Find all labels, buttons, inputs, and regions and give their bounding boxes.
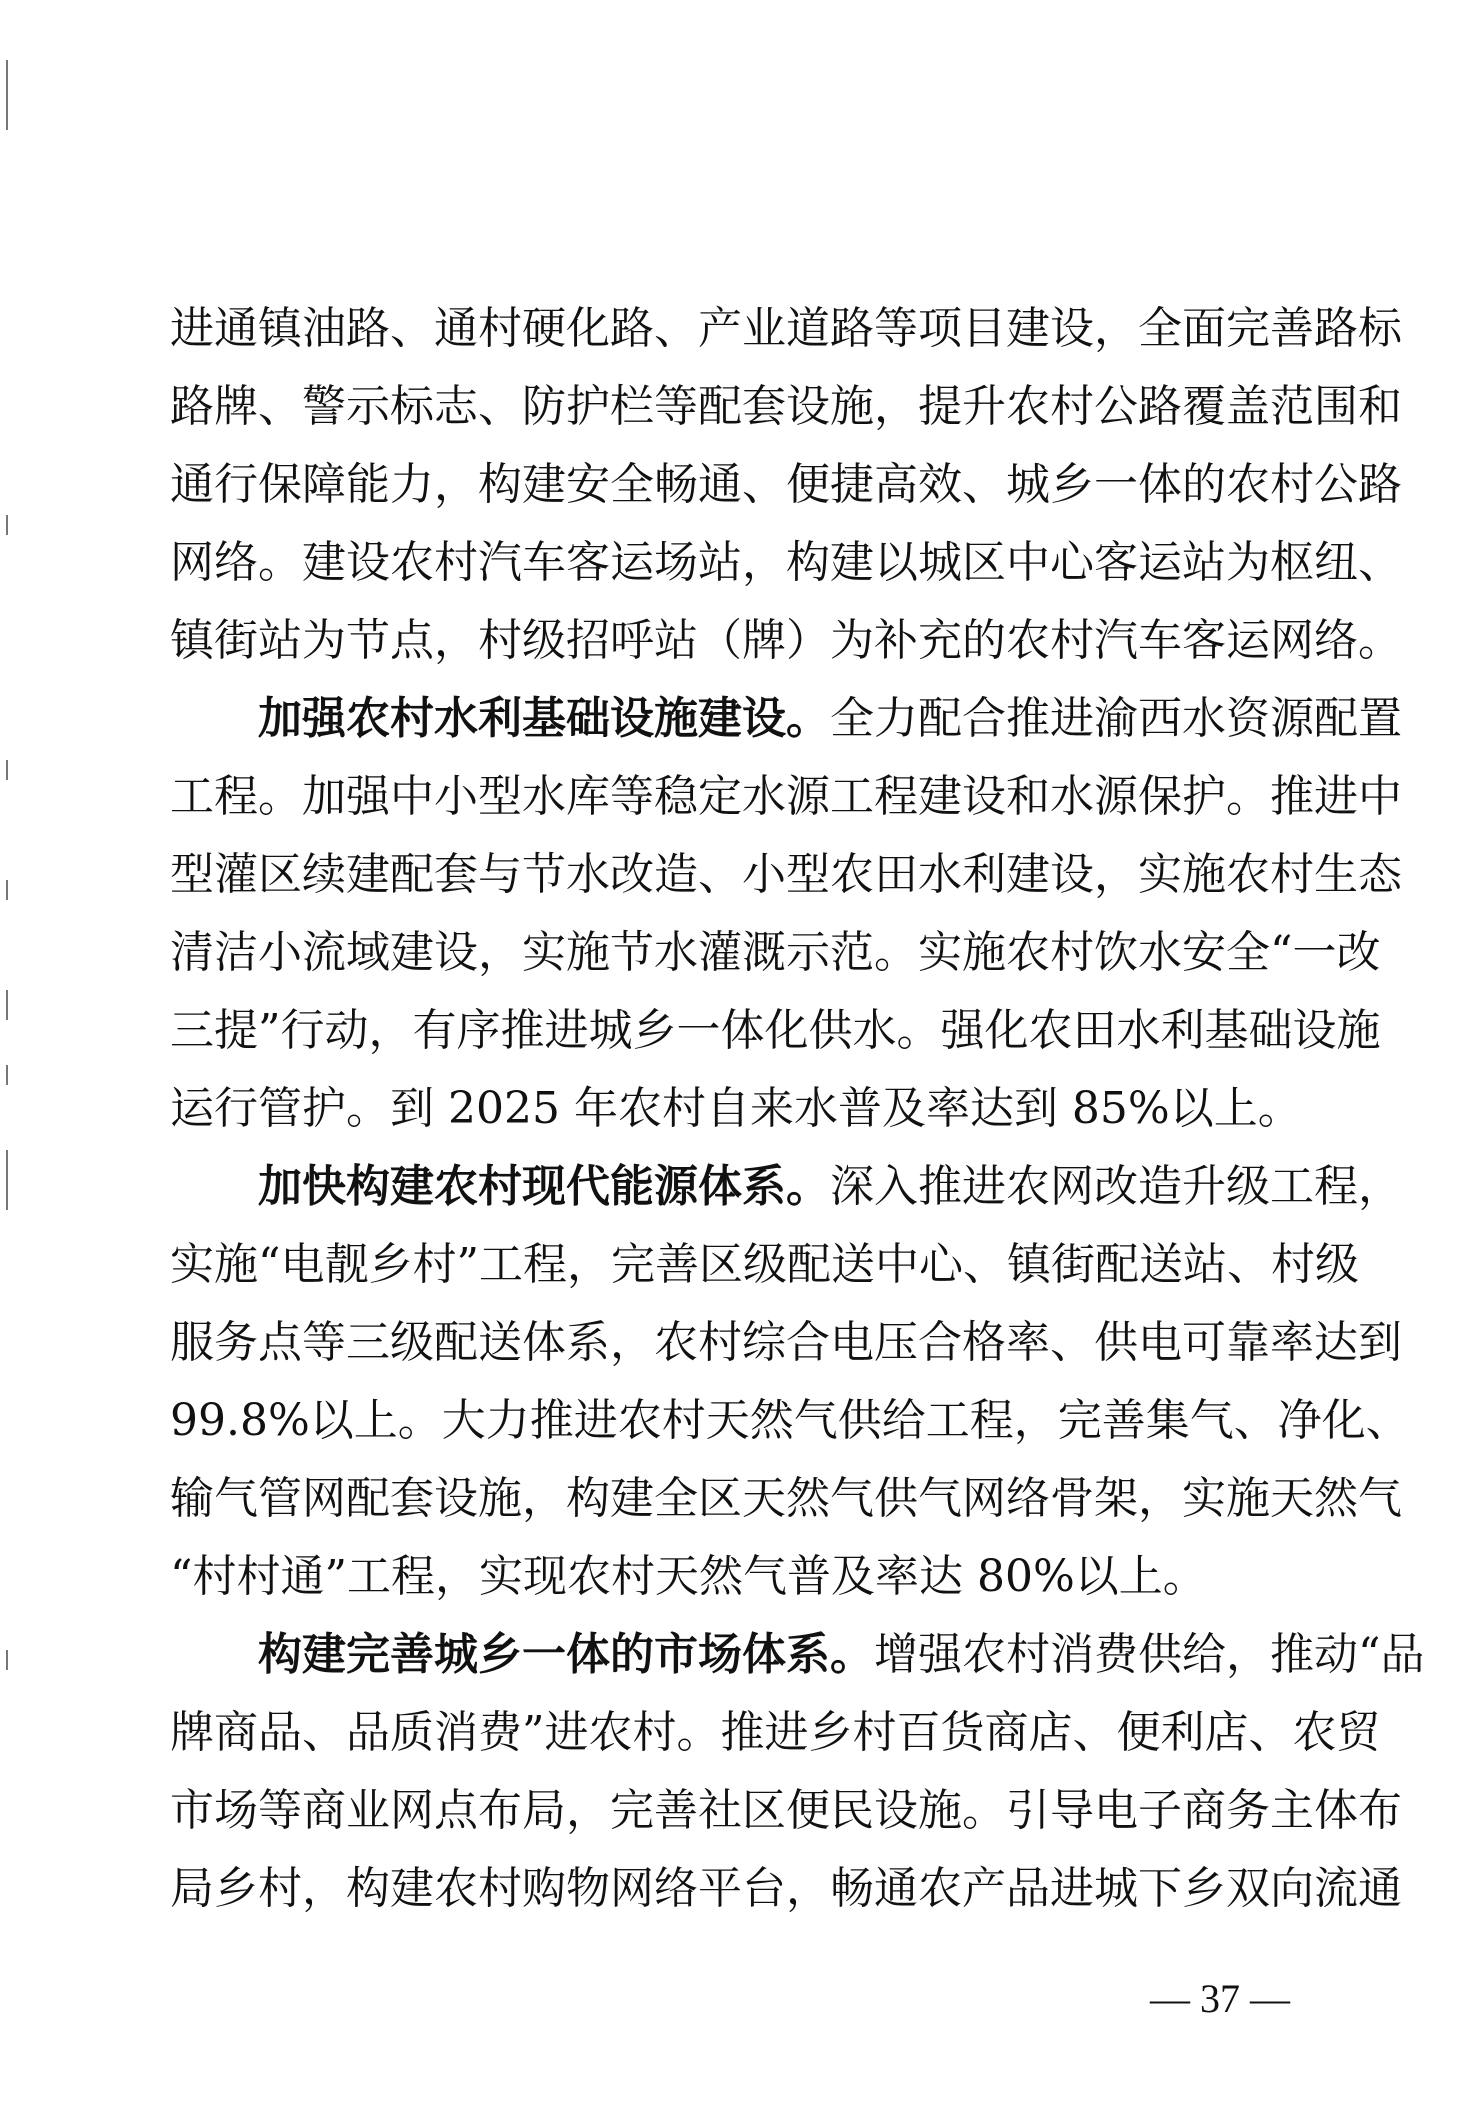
text-line xyxy=(170,1226,1359,1304)
line-text: 牌商品、品质消费”进农村。推进乡村百货商店、便利店、农贸 xyxy=(170,1707,1381,1758)
paragraph-lead-line xyxy=(170,1148,1402,1226)
document-body xyxy=(170,290,1425,1928)
paragraph-heading: 加强农村水利基础设施建设。 xyxy=(258,693,830,744)
text-line xyxy=(170,992,1381,1070)
text-line xyxy=(170,1460,1402,1538)
scan-edge-mark xyxy=(6,1150,8,1210)
scan-edge-mark xyxy=(6,60,8,130)
text-line xyxy=(170,1304,1402,1382)
scan-edge-mark xyxy=(6,990,8,1020)
line-text: 运行管护。到 2025 年农村自来水普及率达到 85%以上。 xyxy=(170,1083,1302,1134)
text-line xyxy=(170,758,1402,836)
paragraph-heading: 加快构建农村现代能源体系。 xyxy=(258,1161,830,1212)
line-text: 99.8%以上。大力推进农村天然气供给工程，完善集气、净化、 xyxy=(170,1395,1410,1446)
scan-edge-mark xyxy=(6,515,8,535)
text-line xyxy=(170,914,1381,992)
line-text: 实施“电靓乡村”工程，完善区级配送中心、镇街配送站、村级 xyxy=(170,1239,1359,1290)
line-text: 服务点等三级配送体系，农村综合电压合格率、供电可靠率达到 xyxy=(170,1317,1402,1368)
line-text: 型灌区续建配套与节水改造、小型农田水利建设，实施农村生态 xyxy=(170,849,1402,900)
scan-edge-mark xyxy=(6,760,8,780)
scan-edge-mark xyxy=(6,1650,8,1670)
line-text: 全力配合推进渝西水资源配置 xyxy=(830,693,1402,744)
text-line xyxy=(170,1070,1302,1148)
paragraph-lead-line xyxy=(170,1616,1425,1694)
line-text: 通行保障能力，构建安全畅通、便捷高效、城乡一体的农村公路 xyxy=(170,459,1402,510)
line-text: 进通镇油路、通村硬化路、产业道路等项目建设，全面完善路标 xyxy=(170,303,1402,354)
line-text: 工程。加强中小型水库等稳定水源工程建设和水源保护。推进中 xyxy=(170,771,1402,822)
line-text: 局乡村，构建农村购物网络平台，畅通农产品进城下乡双向流通 xyxy=(170,1863,1402,1914)
text-line xyxy=(170,1850,1402,1928)
line-text: 清洁小流域建设，实施节水灌溉示范。实施农村饮水安全“一改 xyxy=(170,927,1381,978)
page-number: — 37 — xyxy=(1150,1976,1290,2021)
text-line xyxy=(170,524,1402,602)
line-text: 深入推进农网改造升级工程， xyxy=(830,1161,1402,1212)
text-line xyxy=(170,1694,1381,1772)
line-text: 输气管网配套设施，构建全区天然气供气网络骨架，实施天然气 xyxy=(170,1473,1402,1524)
line-text: 路牌、警示标志、防护栏等配套设施，提升农村公路覆盖范围和 xyxy=(170,381,1402,432)
paragraph-heading: 构建完善城乡一体的市场体系。 xyxy=(258,1629,874,1680)
scan-edge-marks xyxy=(0,0,20,2105)
paragraph-lead-line xyxy=(170,680,1402,758)
line-text: “村村通”工程，实现农村天然气普及率达 80%以上。 xyxy=(170,1551,1207,1602)
text-line xyxy=(170,446,1402,524)
line-text: 网络。建设农村汽车客运场站，构建以城区中心客运站为枢纽、 xyxy=(170,537,1402,588)
line-text: 市场等商业网点布局，完善社区便民设施。引导电子商务主体布 xyxy=(170,1785,1402,1836)
text-line xyxy=(170,1538,1280,1616)
text-line xyxy=(170,602,1402,680)
line-text: 增强农村消费供给，推动“品 xyxy=(874,1629,1425,1680)
text-line xyxy=(170,1772,1402,1850)
text-line xyxy=(170,1382,1410,1460)
line-text: 镇街站为节点，村级招呼站（牌）为补充的农村汽车客运网络。 xyxy=(170,615,1402,666)
scan-edge-mark xyxy=(6,880,8,900)
text-line xyxy=(170,836,1402,914)
line-text: 三提”行动，有序推进城乡一体化供水。强化农田水利基础设施 xyxy=(170,1005,1381,1056)
text-line xyxy=(170,290,1402,368)
text-line xyxy=(170,368,1402,446)
scan-edge-mark xyxy=(6,1065,8,1085)
